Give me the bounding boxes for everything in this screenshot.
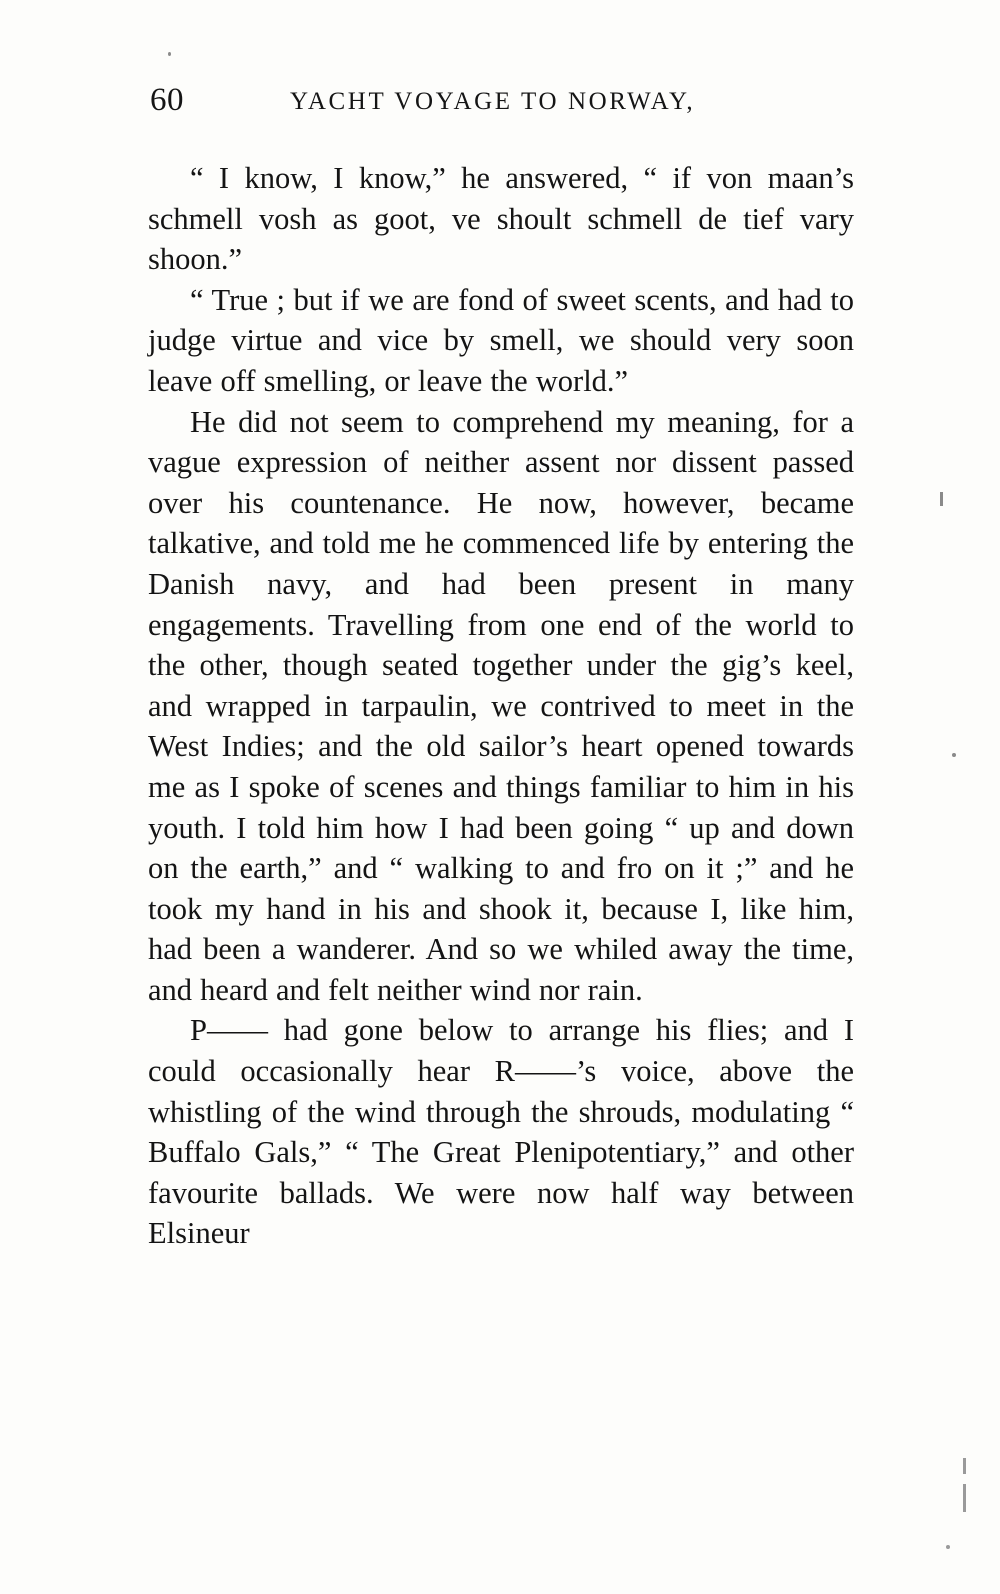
paragraph: P—— had gone below to arrange his flies; and I could occasionally hear R——’s voice, above the whistling of the wind through the shrouds, modulating “ Buffalo Gals,” “ The Great Plenipotentiary,” and other favourite ballads. We were now half way between Elsineur bbox=[148, 1013, 854, 1251]
running-head-title: YACHT VOYAGE TO NORWAY, bbox=[290, 88, 696, 115]
scan-speck bbox=[963, 1458, 966, 1474]
scan-speck bbox=[946, 1545, 950, 1549]
body-text bbox=[148, 158, 854, 1254]
scan-speck bbox=[963, 1484, 966, 1512]
scan-speck bbox=[168, 52, 171, 56]
running-head bbox=[150, 82, 850, 122]
scan-speck bbox=[952, 753, 956, 757]
paragraph: “ True ; but if we are fond of sweet scents, and had to judge virtue and vice by smell, we should very soon leave off smelling, or leave the world.” bbox=[148, 282, 854, 398]
page-number: 60 bbox=[150, 82, 184, 118]
paragraph: He did not seem to comprehend my meaning, for a vague expression of neither assent nor dissent passed over his countenance. He now, however, became talkative, and told me he commenced life by entering the Danish navy, and had been present in many engagements. Travelling from one end of the world to the other, though seated together under the gig’s keel, and wrapped in tarpaulin, we contrived to meet in the West Indies; and the old sailor’s heart opened towards me as I spoke of scenes and things familiar to him in his youth. I told him how I had been going “ up and down on the earth,” and “ walking to and fro on it ;” and he took my hand in his and shook it, because I, like him, had been a wanderer. And so we whiled away the time, and heard and felt neither wind nor rain. bbox=[148, 404, 854, 1007]
paragraph: “ I know, I know,” he answered, “ if von maan’s schmell vosh as goot, ve shoult schmell de tief vary shoon.” bbox=[148, 161, 854, 277]
scan-speck bbox=[940, 492, 943, 506]
